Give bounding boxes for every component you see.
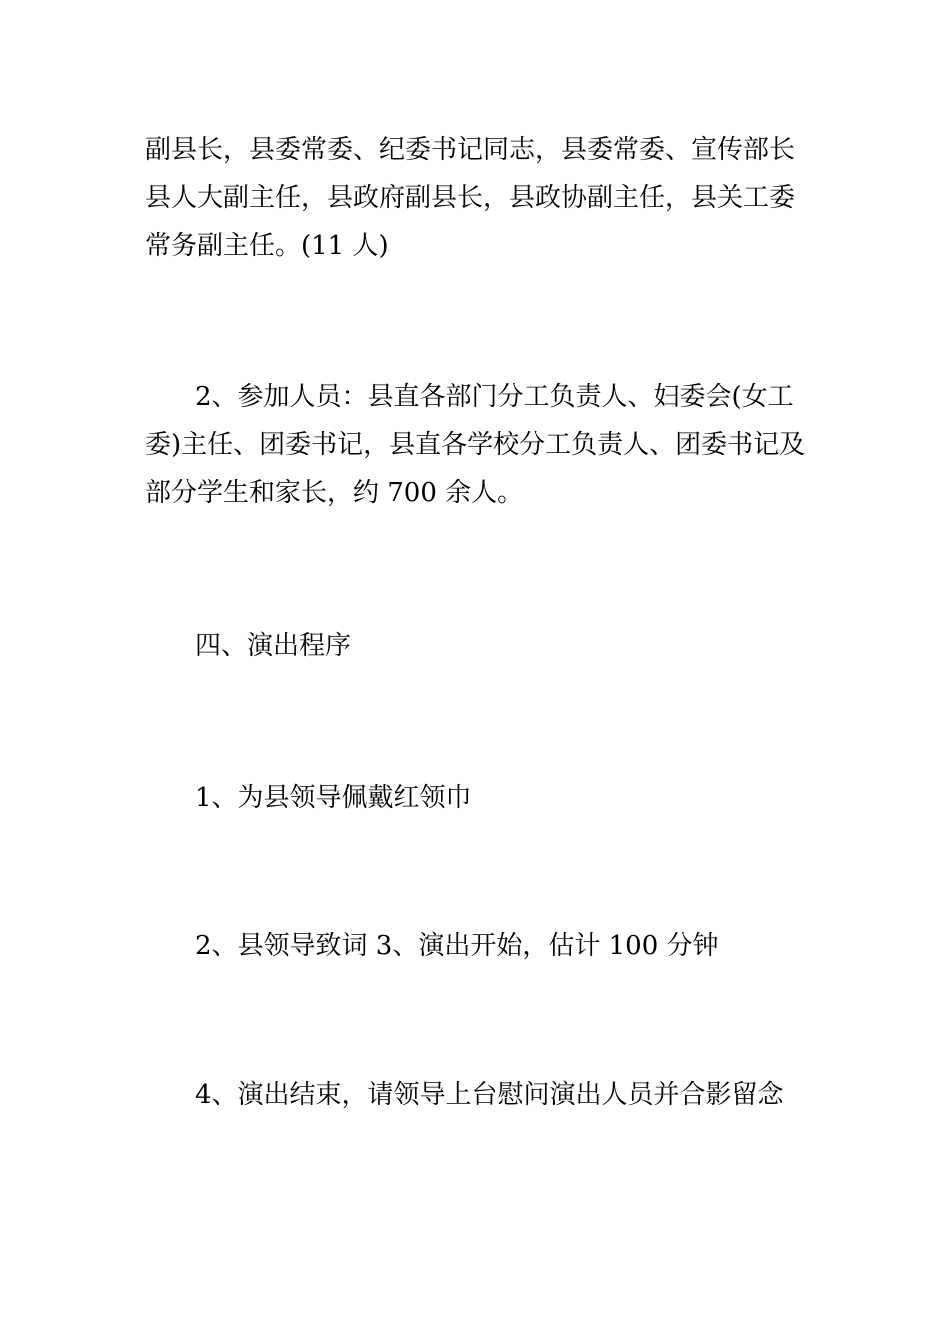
participants-line-3: 部分学生和家长，约 700 余人。 (145, 478, 524, 508)
attendees-leaders-line-3: 常务副主任。(11 人) (145, 231, 389, 261)
participants-line-2: 委)主任、团委书记，县直各学校分工负责人、团委书记及 (145, 430, 806, 460)
attendees-leaders-line-1: 副县长，县委常委、纪委书记同志，县委常委、宣传部长 (145, 135, 796, 165)
program-item-2: 2、县领导致词 3、演出开始，估计 100 分钟 (195, 931, 719, 961)
attendees-leaders-line-2: 县人大副主任，县政府副县长，县政协副主任，县关工委 (145, 183, 796, 213)
program-item-3: 4、演出结束，请领导上台慰问演出人员并合影留念 (195, 1080, 784, 1110)
program-item-1: 1、为县领导佩戴红领巾 (195, 783, 472, 813)
participants-line-1: 2、参加人员：县直各部门分工负责人、妇委会(女工 (195, 382, 794, 412)
section-heading: 四、演出程序 (195, 631, 352, 661)
